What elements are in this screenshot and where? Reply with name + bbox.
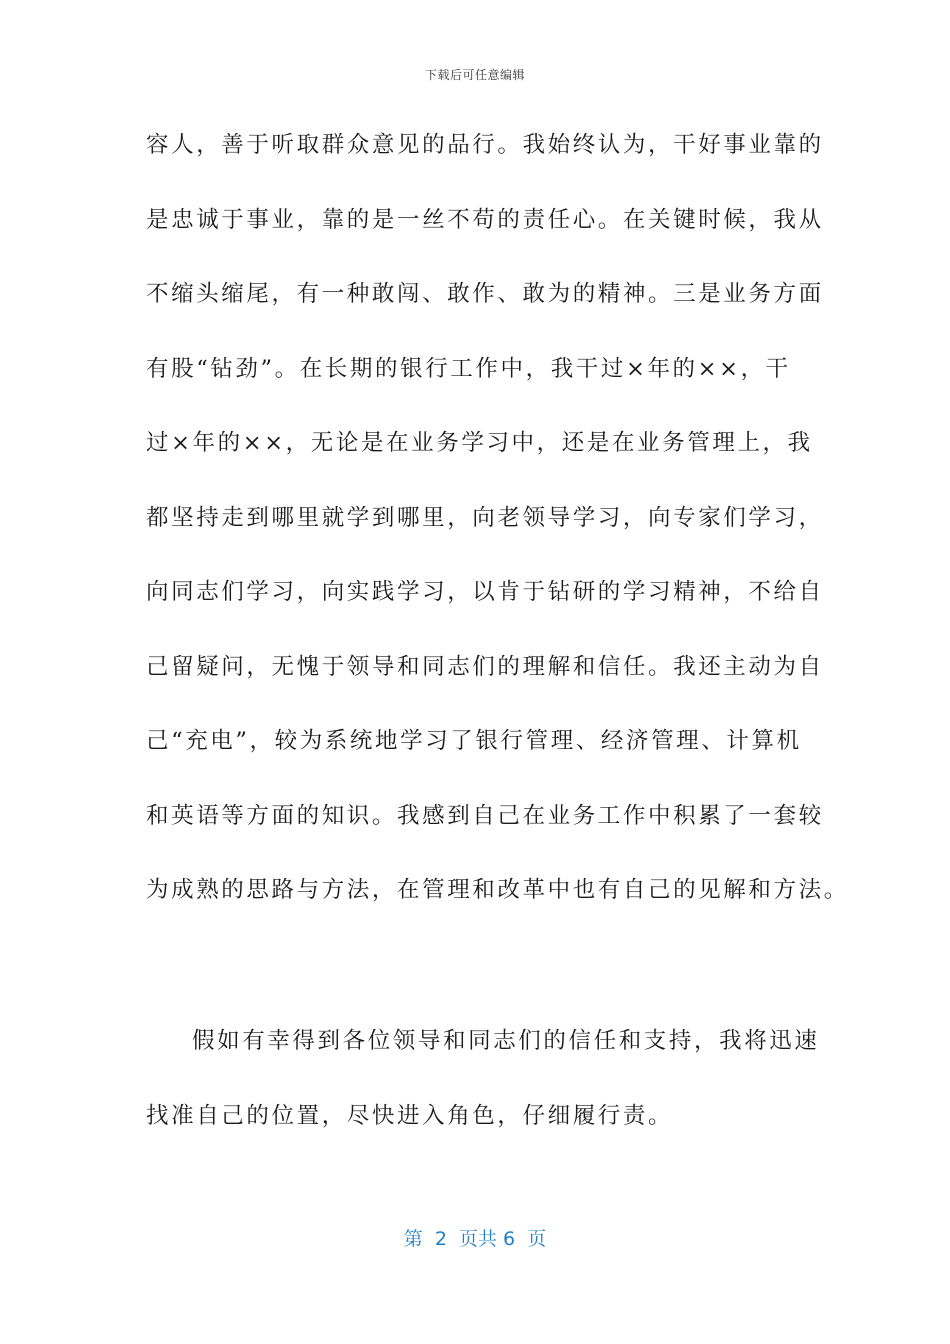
text-line: 过×年的××，无论是在业务学习中，还是在业务管理上，我: [146, 430, 813, 456]
text-line: 己留疑问，无愧于领导和同志们的理解和信任。我还主动为自: [146, 653, 824, 680]
text-line: 假如有幸得到各位领导和同志们的信任和支持，我将迅速: [192, 1028, 820, 1054]
text-line: 是忠诚于事业，靠的是一丝不苟的责任心。在关键时候，我从: [146, 206, 824, 233]
text-line: 容人，善于听取群众意见的品行。我始终认为，干好事业靠的: [146, 132, 824, 158]
text-line: 为成熟的思路与方法，在管理和改革中也有自己的见解和方法。: [146, 877, 849, 903]
text-line: 有股“钻劲”。在长期的银行工作中，我干过×年的××，干: [146, 355, 791, 382]
text-line: 和英语等方面的知识。我感到自己在业务工作中积累了一套较: [146, 802, 824, 829]
paragraph-1: [146, 108, 849, 928]
download-note: 下载后可任意编辑: [424, 68, 525, 82]
page-number-footer: 第 2 页共 6 页: [403, 1228, 547, 1250]
text-line: 己“充电”，较为系统地学习了银行管理、经济管理、计算机: [146, 728, 802, 754]
text-line: 不缩头缩尾，有一种敢闯、敢作、敢为的精神。三是业务方面: [146, 281, 824, 307]
paragraph-2: [146, 1004, 820, 1153]
text-line: 都坚持走到哪里就学到哪里，向老领导学习，向专家们学习，: [146, 504, 824, 531]
text-line: 找准自己的位置，尽快进入角色，仔细履行责。: [146, 1102, 674, 1129]
text-line: 向同志们学习，向实践学习，以肯于钻研的学习精神，不给自: [146, 579, 824, 605]
